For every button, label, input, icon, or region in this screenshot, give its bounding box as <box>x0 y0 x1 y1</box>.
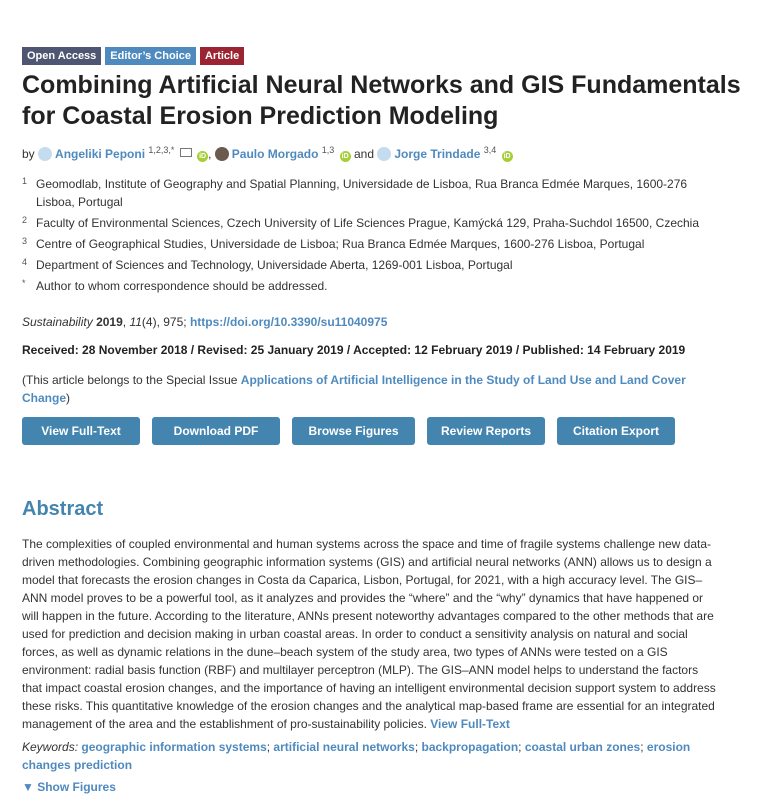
journal-name: Sustainability <box>22 315 93 329</box>
keywords-label: Keywords: <box>22 740 79 754</box>
affiliation-text: Faculty of Environmental Sciences, Czech University of Life Sciences Prague, Kamýcká 129, Praha-Suchdol 16500, Czechia <box>36 216 699 230</box>
affiliation-text: Geomodlab, Institute of Geography and Spatial Planning, Universidade de Lisboa, Rua Branca Edmée Marques, 1600-276 Lisboa, Portugal <box>36 177 688 209</box>
citation-year: 2019 <box>96 315 123 329</box>
badge-row <box>22 47 244 65</box>
affiliation-item <box>22 235 712 253</box>
abstract-text: The complexities of coupled environmental and human systems across the space and time of fragile systems challenge new data-driven methodologies. Combining geographic information systems (GIS) and artificial neural networks (ANN) allows us to design a model that forecasts the erosion changes in Costa da Caparica, Lisbon, Portugal, for 2021, with a high accuracy level. The GIS–ANN model proves to be a powerful tool, as it analyzes and provides the “where” and the “why” dynamics that have happened or will happen in the future. According to the literature, ANNs present noteworthy advantages compared to the other methods that are used for prediction and decision making in urban coastal areas. In order to conduct a sensitivity analysis on natural and social forces, as well as dynamic relations in the dune–beach system of the study area, two types of ANNs were tested on a GIS environment: radial basis function (RBF) and multilayer perceptron (MLP). The GIS–ANN model helps to understand the factors that impact coastal erosion changes, and the importance of having an intelligent environmental decision support system to address these risks. This quantitative knowledge of the erosion changes and the analytical map-based frame are essential for an integrated management of the area and the establishment of pro-sustainability policies. <box>22 537 716 731</box>
affiliation-number: 1 <box>22 176 28 186</box>
citation-line: Sustainability 2019, 11(4), 975; https://doi.org/10.3390/su11040975 <box>22 315 388 329</box>
open-access-badge[interactable]: Open Access <box>22 47 101 65</box>
abstract-body <box>22 535 718 733</box>
browse-figures-button[interactable]: Browse Figures <box>292 417 415 445</box>
keyword-link[interactable]: artificial neural networks <box>273 740 415 754</box>
affiliation-item <box>22 256 712 274</box>
show-figures-toggle[interactable]: ▼ Show Figures <box>22 780 116 794</box>
author-affil-sup: 3,4 <box>483 145 497 155</box>
affiliation-item <box>22 214 712 232</box>
citation-issue-pages: (4), 975; <box>141 315 187 329</box>
affiliation-text: Department of Sciences and Technology, Universidade Aberta, 1269-001 Lisboa, Portugal <box>36 258 513 272</box>
view-full-text-button[interactable]: View Full-Text <box>22 417 140 445</box>
editors-choice-badge[interactable]: Editor’s Choice <box>105 47 196 65</box>
review-reports-button[interactable]: Review Reports <box>427 417 545 445</box>
author-affil-sup: 1,3 <box>321 145 335 155</box>
keyword-link[interactable]: erosion changes prediction <box>22 740 691 772</box>
special-issue-suffix: ) <box>66 391 71 405</box>
by-label: by <box>22 147 35 161</box>
orcid-icon[interactable]: iD <box>341 153 349 160</box>
citation-volume: 11 <box>129 315 142 329</box>
affiliation-number: 2 <box>22 215 28 225</box>
affiliation-item <box>22 175 712 211</box>
author-link-morgado[interactable]: Paulo Morgado <box>231 147 319 161</box>
orcid-icon[interactable]: iD <box>503 153 511 160</box>
citation-export-button[interactable]: Citation Export <box>557 417 675 445</box>
special-issue-link[interactable]: Applications of Artificial Intelligence in the Study of Land Use and Land Cover Change <box>22 373 686 405</box>
author-photo-icon <box>215 147 229 161</box>
affiliation-list <box>22 175 712 298</box>
keyword-list: Keywords: geographic information systems; artificial neural networks; backpropagation; coastal urban zones; erosion changes prediction <box>22 740 691 772</box>
action-buttons <box>22 417 675 445</box>
keyword-link[interactable]: geographic information systems <box>81 740 267 754</box>
publication-dates: Received: 28 November 2018 / Revised: 25 January 2019 / Accepted: 12 February 2019 / Published: 14 February 2019 <box>22 343 686 357</box>
doi-link[interactable]: https://doi.org/10.3390/su11040975 <box>189 315 388 329</box>
affiliation-text: Centre of Geographical Studies, Universidade de Lisboa; Rua Branca Edmée Marques, 1600-276 Lisboa, Portugal <box>36 237 645 251</box>
author-link-trindade[interactable]: Jorge Trindade <box>394 147 481 161</box>
affiliation-number: 4 <box>22 257 28 267</box>
abstract-full-text-link[interactable]: View Full-Text <box>430 717 510 731</box>
author-avatar-icon <box>38 147 52 161</box>
affiliation-text: Author to whom correspondence should be addressed. <box>36 279 328 293</box>
affiliation-number: 3 <box>22 236 28 246</box>
affiliation-number: * <box>22 278 26 288</box>
author-link-peponi[interactable]: Angeliki Peponi <box>55 147 146 161</box>
special-issue-prefix: (This article belongs to the Special Issue <box>22 373 238 387</box>
author-list: by Angeliki Peponi $^{1,2,3,*}$ iD , Paulo Morgado $^{1,3}$ iD and Jorge Trindade $^{3,4}$ iD <box>22 145 511 161</box>
article-title: Combining Artificial Neural Networks and GIS Fundamentals for Coastal Erosion Prediction Modeling <box>22 71 741 130</box>
keyword-link[interactable]: backpropagation <box>421 740 519 754</box>
orcid-icon[interactable]: iD <box>199 153 207 160</box>
and-label: and <box>354 147 375 161</box>
envelope-icon[interactable] <box>180 148 192 157</box>
author-avatar-icon <box>377 147 391 161</box>
download-pdf-button[interactable]: Download PDF <box>152 417 280 445</box>
abstract-heading: Abstract <box>22 498 104 520</box>
article-type-badge: Article <box>200 47 244 65</box>
special-issue-note <box>22 371 712 407</box>
affiliation-item <box>22 277 712 295</box>
keyword-link[interactable]: coastal urban zones <box>524 740 641 754</box>
author-affil-sup: 1,2,3,* <box>148 145 175 155</box>
